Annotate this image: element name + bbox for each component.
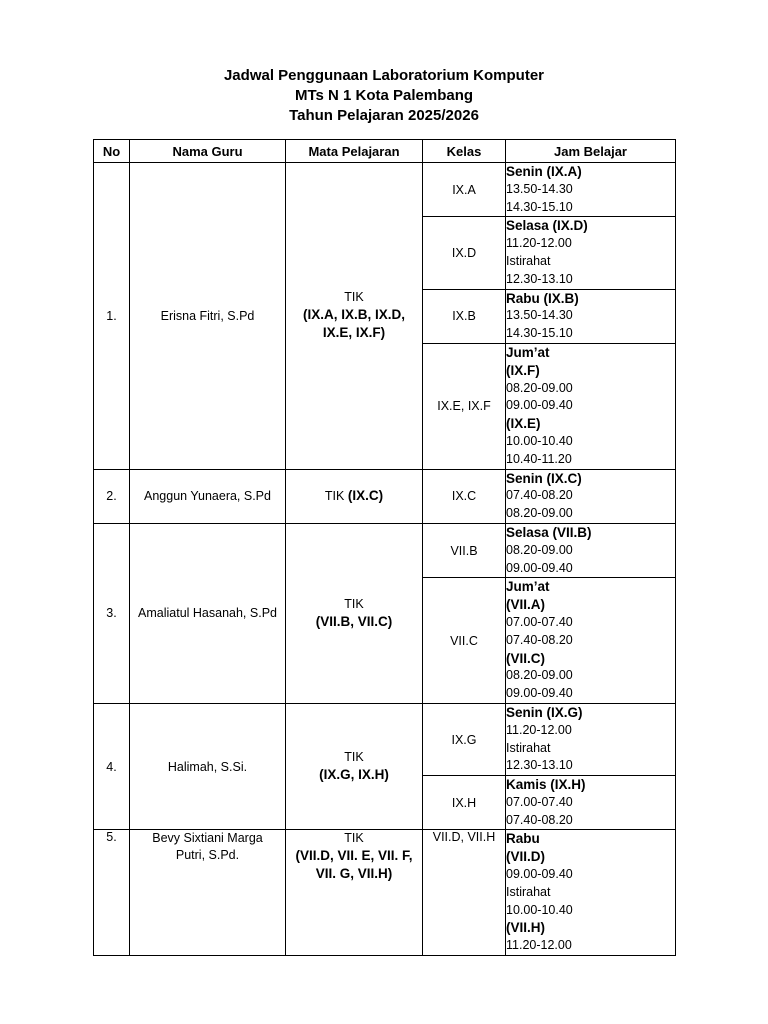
cell-jam-belajar: [506, 469, 676, 523]
mapel-classes: (IX.C): [347, 488, 384, 504]
schedule-time-slot: 08.20-09.00: [506, 380, 573, 395]
cell-nama-guru: Anggun Yunaera, S.Pd: [130, 469, 286, 523]
cell-kelas: IX.C: [423, 469, 506, 523]
cell-jam-belajar: [506, 343, 676, 469]
mapel-label: TIK: [344, 750, 364, 765]
schedule-time-slot: 07.00-07.40: [506, 794, 573, 809]
schedule-time-slot: 13.50-14.30: [506, 308, 573, 323]
schedule-time-slot: 08.20-09.00: [506, 542, 573, 557]
schedule-time-slot: 09.00-09.40: [506, 560, 573, 575]
schedule-day-heading: Senin (IX.C): [506, 470, 582, 486]
guru-name-line: Putri, S.Pd.: [175, 848, 240, 863]
schedule-time-slot: 14.30-15.10: [506, 199, 573, 214]
col-header-jam-belajar: Jam Belajar: [506, 140, 676, 163]
schedule-time-slot: 07.40-08.20: [506, 812, 573, 827]
schedule-table: [93, 139, 676, 956]
cell-nama-guru: [130, 830, 286, 956]
schedule-day-heading: Jum’at: [506, 344, 550, 360]
cell-kelas: IX.B: [423, 289, 506, 343]
cell-mata-pelajaran: [286, 163, 423, 470]
cell-jam-belajar: [506, 578, 676, 704]
schedule-day-heading: Kamis (IX.H): [506, 777, 586, 793]
cell-no: 2.: [94, 469, 130, 523]
cell-jam-belajar: [506, 163, 676, 217]
mapel-label: TIK: [344, 596, 364, 611]
schedule-time-slot: 11.20-12.00: [506, 722, 572, 737]
schedule-day-heading: Rabu (IX.B): [506, 290, 579, 306]
schedule-time-slot: 12.30-13.10: [506, 271, 573, 286]
schedule-time-slot: Istirahat: [506, 740, 551, 755]
mapel-label: TIK: [344, 290, 364, 305]
mapel-label: TIK: [344, 831, 364, 846]
mapel-classes: (IX.G, IX.H): [319, 767, 389, 783]
mapel-classes: IX.E, IX.F): [322, 325, 386, 341]
cell-jam-belajar: [506, 289, 676, 343]
table-row: [94, 830, 676, 956]
schedule-day-heading: Senin (IX.A): [506, 164, 582, 179]
schedule-day-heading: (VII.D): [506, 849, 545, 865]
cell-jam-belajar: [506, 703, 676, 775]
schedule-time-slot: 10.00-10.40: [506, 433, 573, 448]
schedule-time-slot: 10.40-11.20: [506, 451, 572, 466]
cell-jam-belajar: [506, 523, 676, 577]
schedule-day-heading: Selasa (IX.D): [506, 218, 588, 234]
cell-no: 1.: [94, 163, 130, 470]
cell-no: 5.: [94, 830, 130, 956]
schedule-time-slot: 11.20-12.00: [506, 236, 572, 251]
cell-mata-pelajaran: [286, 523, 423, 703]
schedule-day-heading: (IX.E): [506, 416, 541, 432]
cell-jam-belajar: [506, 776, 676, 830]
cell-no: 4.: [94, 703, 130, 830]
title-line-2: MTs N 1 Kota Palembang: [294, 87, 474, 104]
col-header-nama-guru: Nama Guru: [130, 140, 286, 163]
cell-kelas: VII.B: [423, 523, 506, 577]
cell-jam-belajar: [506, 830, 676, 956]
schedule-time-slot: 12.30-13.10: [506, 758, 573, 773]
cell-mata-pelajaran: [286, 703, 423, 830]
schedule-body: [94, 163, 676, 956]
schedule-day-heading: Jum’at: [506, 579, 550, 595]
mapel-classes: (VII.B, VII.C): [315, 613, 393, 629]
schedule-day-heading: Selasa (VII.B): [506, 524, 592, 540]
title-line-3: Tahun Pelajaran 2025/2026: [289, 107, 479, 124]
mapel-classes: (IX.A, IX.B, IX.D,: [302, 307, 405, 323]
cell-kelas: IX.G: [423, 703, 506, 775]
schedule-day-heading: (VII.H): [506, 920, 545, 936]
schedule-time-slot: 07.40-08.20: [506, 488, 573, 503]
schedule-day-heading: (VII.C): [506, 650, 545, 666]
schedule-time-slot: 09.00-09.40: [506, 686, 573, 701]
schedule-time-slot: 10.00-10.40: [506, 902, 573, 917]
col-header-mata-pelajaran: Mata Pelajaran: [286, 140, 423, 163]
cell-nama-guru: Halimah, S.Si.: [130, 703, 286, 830]
schedule-time-slot: 08.20-09.00: [506, 506, 573, 521]
schedule-day-heading: Senin (IX.G): [506, 704, 583, 720]
table-row: [94, 163, 676, 217]
cell-kelas: VII.C: [423, 578, 506, 704]
table-row: [94, 703, 676, 775]
cell-jam-belajar: [506, 217, 676, 289]
mapel-label: TIK (IX.C): [324, 488, 384, 504]
schedule-day-heading: (VII.A): [506, 597, 545, 613]
col-header-kelas: Kelas: [423, 140, 506, 163]
schedule-day-heading: (IX.F): [506, 362, 540, 378]
schedule-time-slot: 07.00-07.40: [506, 614, 573, 629]
cell-kelas: IX.E, IX.F: [423, 343, 506, 469]
schedule-time-slot: Istirahat: [506, 253, 551, 268]
table-row: [94, 469, 676, 523]
title-line-1: Jadwal Penggunaan Laboratorium Komputer: [223, 67, 545, 84]
mapel-classes: VII. G, VII.H): [315, 866, 393, 882]
table-row: [94, 523, 676, 577]
schedule-day-heading: Rabu: [506, 831, 540, 847]
col-header-no: No: [94, 140, 130, 163]
cell-kelas: IX.A: [423, 163, 506, 217]
schedule-time-slot: Istirahat: [506, 884, 551, 899]
cell-kelas: VII.D, VII.H: [423, 830, 506, 956]
document-title: [0, 66, 768, 126]
cell-mata-pelajaran: [286, 469, 423, 523]
schedule-time-slot: 13.50-14.30: [506, 181, 573, 196]
cell-no: 3.: [94, 523, 130, 703]
cell-kelas: IX.H: [423, 776, 506, 830]
cell-nama-guru: Erisna Fitri, S.Pd: [130, 163, 286, 470]
schedule-time-slot: 09.00-09.40: [506, 398, 573, 413]
table-header-row: [94, 140, 676, 163]
mapel-classes: (VII.D, VII. E, VII. F,: [295, 848, 413, 864]
schedule-time-slot: 08.20-09.00: [506, 668, 573, 683]
guru-name-line: Bevy Sixtiani Marga: [152, 831, 263, 846]
schedule-time-slot: 14.30-15.10: [506, 326, 573, 341]
cell-nama-guru: Amaliatul Hasanah, S.Pd: [130, 523, 286, 703]
cell-mata-pelajaran: [286, 830, 423, 956]
schedule-time-slot: 09.00-09.40: [506, 867, 573, 882]
schedule-time-slot: 11.20-12.00: [506, 938, 572, 953]
schedule-time-slot: 07.40-08.20: [506, 632, 573, 647]
cell-kelas: IX.D: [423, 217, 506, 289]
